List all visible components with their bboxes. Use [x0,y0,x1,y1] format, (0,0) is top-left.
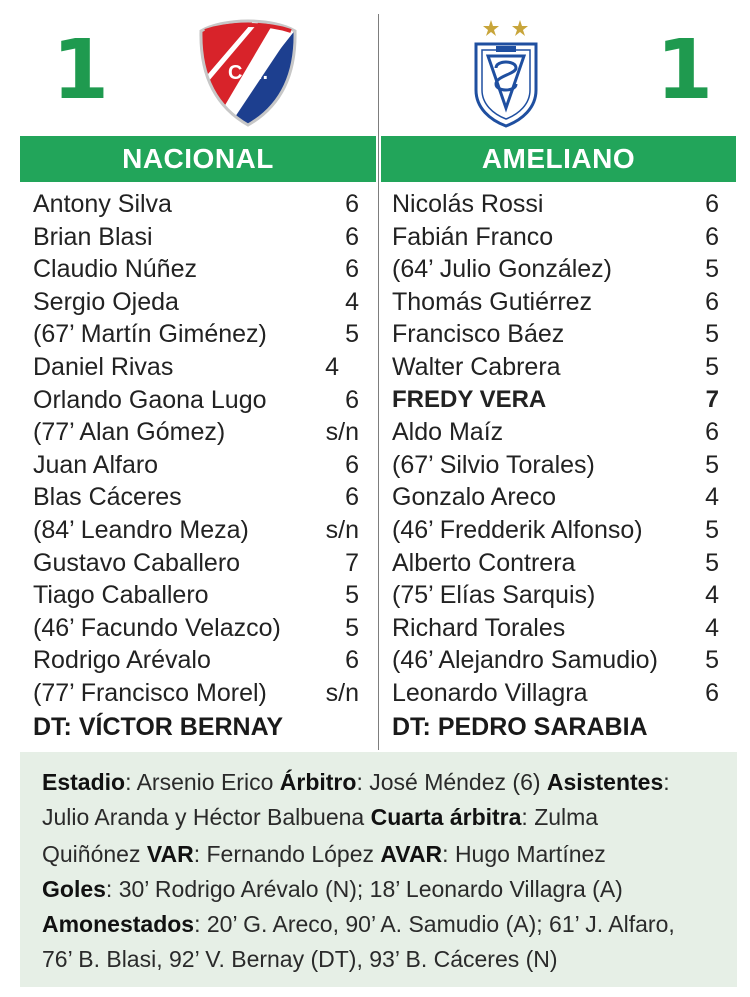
player-row: Fabián Franco 6 [392,222,719,251]
info-line-3: Quiñónez VAR: Fernando López AVAR: Hugo Martínez [42,841,606,867]
ameliano-crest-icon [470,12,542,128]
player-row: Walter Cabrera 5 [392,352,719,381]
info-line-1: Estadio: Arsenio Erico Árbitro: José Méndez (6) Asistentes: [42,769,670,795]
info-line-bookings: Amonestados: 20’ G. Areco, 90’ A. Samudio (A); 61’ J. Alfaro, [42,911,675,937]
player-row: (64’ Julio González) 5 [392,255,719,284]
away-team-name: AMELIANO [381,136,736,182]
player-row: Gustavo Caballero 7 [33,548,359,577]
player-row: Alberto Contrera 5 [392,548,719,577]
home-score: 1 [52,23,110,118]
player-row: Juan Alfaro 6 [33,450,359,479]
player-row: (67’ Martín Giménez) 5 [33,320,359,349]
player-row: Thomás Gutiérrez 6 [392,287,719,316]
info-line-2: Julio Aranda y Héctor Balbuena Cuarta árbitra: Zulma [42,804,599,830]
player-row: Richard Torales 4 [392,613,719,642]
player-row: Gonzalo Areco 4 [392,483,719,512]
column-divider [378,14,379,750]
player-row: Rodrigo Arévalo 6 [33,646,359,675]
away-coach: DT: PEDRO SARABIA [392,713,648,741]
player-row: Brian Blasi 6 [33,222,359,251]
home-coach: DT: VÍCTOR BERNAY [33,713,284,741]
player-row: (77’ Francisco Morel) s/n [33,678,359,707]
player-row: (67’ Silvio Torales) 5 [392,450,719,479]
player-row: Francisco Báez 5 [392,320,719,349]
match-info-box [20,752,737,987]
player-row: (46’ Fredderik Alfonso) 5 [392,515,719,544]
player-row: Daniel Rivas 4 [33,352,339,381]
player-row: (75’ Elías Sarquis) 4 [392,581,719,610]
player-row: Orlando Gaona Lugo 6 [33,385,359,414]
away-score: 1 [656,23,714,118]
featured-player-row: FREDY VERA 7 [392,385,719,413]
player-row: (46’ Alejandro Samudio) 5 [392,646,719,675]
player-row: Sergio Ojeda 4 [33,287,359,316]
away-lineup [392,188,719,710]
player-row: (77’ Alan Gómez) s/n [33,418,359,447]
player-row: Leonardo Villagra 6 [392,678,719,707]
player-row: Aldo Maíz 6 [392,418,719,447]
nacional-crest-icon [197,17,299,129]
player-row: Blas Cáceres 6 [33,483,359,512]
player-row: Antony Silva 6 [33,190,359,218]
info-line-bookings-cont: 76’ B. Blasi, 92’ V. Bernay (DT), 93’ B. Cáceres (N) [42,946,558,972]
player-row: Claudio Núñez 6 [33,255,359,284]
player-row: (46’ Facundo Velazco) 5 [33,613,359,642]
player-row: (84’ Leandro Meza) s/n [33,515,359,544]
svg-text:C.N.: C.N. [228,62,268,84]
info-line-goals: Goles: 30’ Rodrigo Arévalo (N); 18’ Leonardo Villagra (A) [42,876,623,902]
player-row: Nicolás Rossi 6 [392,190,719,218]
player-row: Tiago Caballero 5 [33,581,359,610]
home-team-name: NACIONAL [20,136,376,182]
home-lineup [33,188,359,710]
